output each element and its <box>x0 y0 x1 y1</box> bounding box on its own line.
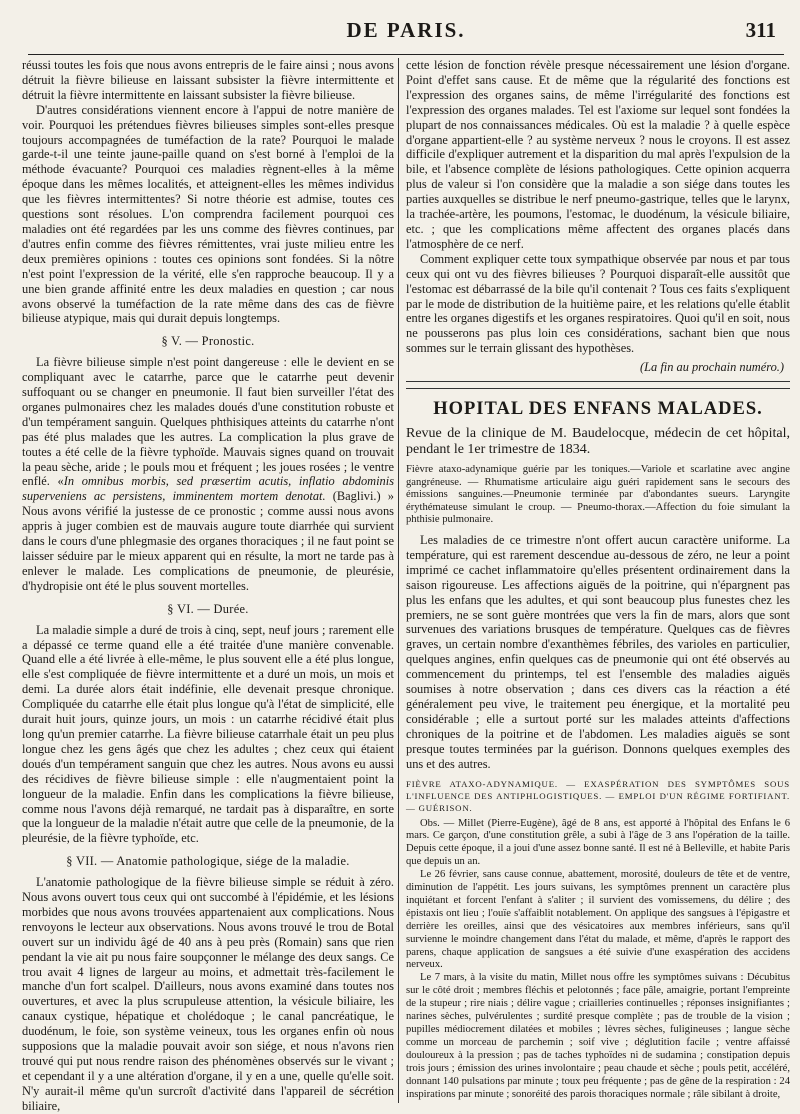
columns <box>22 58 790 1113</box>
observation-paragraph: Obs. — Millet (Pierre-Eugène), âgé de 8 ans, est apporté à l'hôpital des Enfans le 6 mars. Ce garçon, d'une constitution grêle, a subi à l'âge de 3 ans l'opération de la taille. Depuis cette époque, il a joui d'une assez bonne santé. Il est né à Belleville, et habite Paris que depuis un an. <box>406 817 790 868</box>
latin-quote: In omnibus morbis, sed præsertim acutis, inflatio abdominis superveniens ac persistens, imminentem mortem denotat. <box>22 474 395 504</box>
paragraph: réussi toutes les fois que nous avons entrepris de le faire ainsi ; nous avons détruit la fièvre bilieuse en laissant subsister la fièvre intermittente et détruit la fièvre intermittente en laissant subsister la fièvre bilieuse. <box>22 58 394 102</box>
text-run: La fièvre bilieuse simple n'est point dangereuse : elle le devient en se compliquant avec le catarrhe, parce que le catarrhe peut devenir suffoquant ou se changer en pneumonie. Il faut bien surveiller l'état des organes pulmonaires chez les malades doués d'une constitution robuste et d'un tempérament sanguin. Quelques phthisiques atteints du catarrhe n'ont pas été plus malades que les autres. La complication la plus grave de toutes a été celle de la fièvre typhoïde. Mauvais signes quand on trouvait la peau sèche, aride ; le pouls mou et fréquent ; les joues rosées ; le ventre enflé. « <box>22 355 394 489</box>
section-heading-duree: § VI. — Durée. <box>167 601 249 616</box>
observation-paragraph: Le 26 février, sans cause connue, abattement, morosité, douleurs de tête et de ventre, diminution de l'appétit. Les jours suivans, les symptômes prennent un caractère plus inquiétant et forcent l'enfant à s'aliter ; il survient des vomissemens, du délire ; des épistaxis ont lieu ; l'ouïe s'affaiblit notablement. On applique des sangsues à l'épigastre et derrière les oreilles, ainsi que des vésicatoires aux membres inférieurs, sans qu'il survienne le moindre changement dans l'état du malade, et même, d'après le rapport des parens, chaque application de sangsues a été suivie d'une exaspération des accidens nerveux. <box>406 869 790 971</box>
divider-rule <box>406 388 790 389</box>
left-column <box>22 58 395 1113</box>
case-heading: FIÈVRE ATAXO-ADYNAMIQUE. — EXASPÉRATION DES SYMPTÔMES SOUS L'INFLUENCE DES ANTIPHLOGISTIQUES. — EMPLOI D'UN RÉGIME FORTIFIANT. — GUÉRISON. <box>406 778 790 813</box>
paragraph: Les maladies de ce trimestre n'ont offert aucun caractère uniforme. La température, qui est rarement descendue au-dessous de zéro, ne leur a point imprimé ce cachet inflammatoire qu'elles présentent ordinairement dans la saison rigoureuse. Les affections aiguës de la poitrine, qui n'épargnent pas plus les enfans que les adultes, et qui sont beaucoup plus funestes chez les premiers, ne se sont guère montrées que vers la fin de mars, alors que sont survenues des variations brusques de température. Quelques cas de fièvres graves, un certain nombre d'exanthèmes fébriles, des varioles en particulier, quelques angines, enfin quelques cas de pneumonie qui ont été observés au commencement du printemps, tel est l'ensemble des maladies aiguës soumises à notre observation ; dans ces divers cas la réaction a été généralement peu vive, le traitement peu énergique, et la mortalité peu considérable ; elle a surtout porté sur les malades atteints d'affections chroniques de la poitrine et de l'abdomen. Les maladies aiguës se sont presque toutes terminées par la guérison. Donnons quelques exemples des uns et des autres. <box>406 533 790 771</box>
column-divider <box>398 58 399 1103</box>
paragraph: Comment expliquer cette toux sympathique observée par nous et par tous ceux qui ont vu des fièvres bilieuses ? Pourquoi disparaît-elle aussitôt que l'estomac est débarrassé de la bile qu'il contenait ? Tous ces faits s'expliquent par le mode de distribution de la huitième paire, et les relations qu'elle établit entre les organes digestifs et les organes respiratoires. Quoi qu'il en soit, nous ne pousserons pas plus loin ces considérations, sachant bien que nous sommes sur le terrain glissant des hypothèses. <box>406 251 790 356</box>
paragraph <box>22 355 394 594</box>
article-title: HOPITAL DES ENFANS MALADES. <box>433 399 763 420</box>
right-column <box>406 58 790 1103</box>
paragraph: L'anatomie pathologique de la fièvre bilieuse simple se réduit à zéro. Nous avons ouvert tous ceux qui ont succombé à l'épidémie, et les lésions morbides que nous avons trouvées appartenaient aux complications. Nous renvoyons le lecteur aux observations. Nous avons trouvé le trou de Botal ouvert sur un individu âgé de 40 ans à peu près (Romain) sans que rien pendant la vie ait pu nous faire soupçonner le mélange des deux sangs. Ce trou avait 4 lignes de largeur au moins, et admettait très-facilement le manche d'un fort scalpel. D'ailleurs, nous avons examiné dans toutes nos ouvertures, et avec la plus scrupuleuse attention, la vésicule biliaire, les canaux cystique, hépatique et cholédoque ; le canal pancréatique, le duodénum, le foie, son système veineux, tous les organes enfin où nous supposions que la maladie pouvait avoir son siége, et nous n'avons rien trouvé qui put nous rendre raison des phénomènes observés sur le vivant ; et cependant il y a une altération d'organe, il y en a une, quelle qu'elle soit. N'y aurait-il même qu'un surcroît d'activité dans l'appareil de sécrétion biliaire, <box>22 875 394 1113</box>
divider-rule <box>406 381 790 382</box>
article-subtitle: Revue de la clinique de M. Baudelocque, médecin de cet hôpital, pendant le 1er trimestre de 1834. <box>406 426 790 458</box>
running-title: DE PARIS. <box>346 18 466 42</box>
section-heading-anatomie: § VII. — Anatomie pathologique, siége de la maladie. <box>66 854 350 869</box>
header-rule <box>28 54 784 55</box>
paragraph: La maladie simple a duré de trois à cinq, sept, neuf jours ; rarement elle a dépassé ce terme quand elle a été traitée d'une manière convenable. Quand elle a été livrée à elle-même, le plus souvent elle a été plus longue, elle s'est compliquée de fièvre intermittente et a duré un mois, un mois et demi. La durée alors était indéfinie, elle devenait presque chronique. Compliquée du catarrhe elle était plus longue qu'à l'état de simplicité, elle durait huit jours, quinze jours, un mois : un catarrhe récidivé était plus long qu'un premier catarrhe. La fièvre bilieuse catarrhale était un peu plus longue chez les gens âgés que chez les adultes ; chez ceux qui étaient doués d'un tempérament sanguin que chez les autres. Nous avons eu aussi des récidives de fièvre bilieuse simple : elle n'augmentaient point la longueur de la maladie. Enfin dans les complications la fièvre bilieuse, comme nous l'avons déjà remarqué, ne tardait pas à disparaître, en sorte que la longueur de la maladie n'était autre que celle de la pneumonie, de la pleurésie, de la fièvre typhoïde, etc. <box>22 622 394 846</box>
paragraph: cette lésion de fonction révèle presque nécessairement une lésion d'organe. Point d'effet sans cause. Et de même que la régularité des fonctions est l'expression des organes sains, de même l'irrégularité des fonctions est l'expression des organes malades. Tel est l'axiome sur lequel sont fondées la plupart de nos connaissances médicales. Où est la maladie ? à quelle espèce d'organe appartient-elle ? au système nerveux ? nous le croyons. Il est assez difficile d'expliquer autrement et la disparition du mal après l'expulsion de la bile, et l'absence complète de lésions pathologiques. Cette opinion acquerra plus de valeur si l'on considère que la maladie a son siége dans toutes les parties auxquelles se distribue le nerf pneumo-gastrique, telles que le larynx, la trachée-artère, les poumons, l'estomac, le duodénum, la vésicule biliaire, etc. ; que les complications même affectent des organes placés dans l'atmosphère de ce nerf. <box>406 58 790 251</box>
continuation-note: (La fin au prochain numéro.) <box>640 360 784 375</box>
page-header <box>22 0 790 44</box>
page-number: 311 <box>745 18 776 42</box>
article-summary: Fièvre ataxo-adynamique guérie par les toniques.—Variole et scarlatine avec angine gangréneuse. — Rhumatisme articulaire aigu guéri rapidement sans le secours des émissions sanguines.—Pneumonie terminée par d'abondantes sueurs. Laryngite érythémateuse simulant le croup. — Pneumo-thorax.—Affection du foie simulant la phthisie pulmonaire. <box>406 464 790 526</box>
section-heading-pronostic: § V. — Pronostic. <box>161 334 255 349</box>
paragraph: D'autres considérations viennent encore à l'appui de notre manière de voir. Pourquoi les prétendues fièvres bilieuses simples sont-elles presque toujours accompagnées de tuméfaction de la rate? Pourquoi le malade garde-t-il une teinte jaune-paille quand on s'est borné à l'emploi de la méthode évacuante? Pourquoi ces maladies règnent-elles à la même époque dans les mêmes localités, et atteignent-elles les mêmes individus que les fièvres intermittentes? Si notre théorie est admise, toutes ces questions sont résolues. L'on comprendra facilement pourquoi ces maladies ont été regardées par les uns comme des fièvres continues, par d'autres enfin comme des fièvres rémittentes, vrai juste milieu entre les deux premières opinions : toutes ces opinions sont fondées. Si la nôtre n'est point l'expression de la vérité, elle s'en rapproche beaucoup. Il y a une bien grande affinité entre les deux maladies en question ; car nous avons observé la tuméfaction de la rate même dans des cas de fièvre bilieuse atypique, mais qui durait depuis longtemps. <box>22 102 394 326</box>
text-run: (Baglivi.) » Nous avons vérifié la justesse de ce pronostic ; comme aussi nous avons appris à juger combien est de mauvais augure toute diarrhée qui survient dans le cours d'une phlegmasie des organes thoraciques ; il ne faut point se laisser séduire par le mieux apparent qui en résulte, la mort ne tarde pas à enlever le malade. Les complications de pneumonie, de pleurésie, d'hydropisie ont été le plus souvent mortelles. <box>22 489 394 593</box>
observation-paragraph: Le 7 mars, à la visite du matin, Millet nous offre les symptômes suivans : Décubitus sur le côté droit ; membres fléchis et pelotonnés ; face pâle, amaigrie, portant l'empreinte de la stupeur ; rire niais ; délire vague ; criailleries continuelles ; réponses insignifiantes ; narines sèches, pulvérulentes ; surdité presque complète ; pas de trouble de la vision ; pupilles médiocrement dilatées et mobiles ; lèvres sèches, fuligineuses ; langue sèche comme un morceau de parchemin ; soif vive ; déglutition facile ; ventre affaissé douloureux à la pression ; pas de taches typhoïdes ni de sudamina ; constipation depuis trois jours ; émission des urines involontaire ; peau chaude et sèche ; pouls petit, accéléré, donnant 140 pulsations par minute ; toux peu fréquente ; pas de gêne de la respiration : 24 inspirations par minute ; sonoréité des parois thoraciques normale ; râle sibilant à droite, <box>406 972 790 1100</box>
